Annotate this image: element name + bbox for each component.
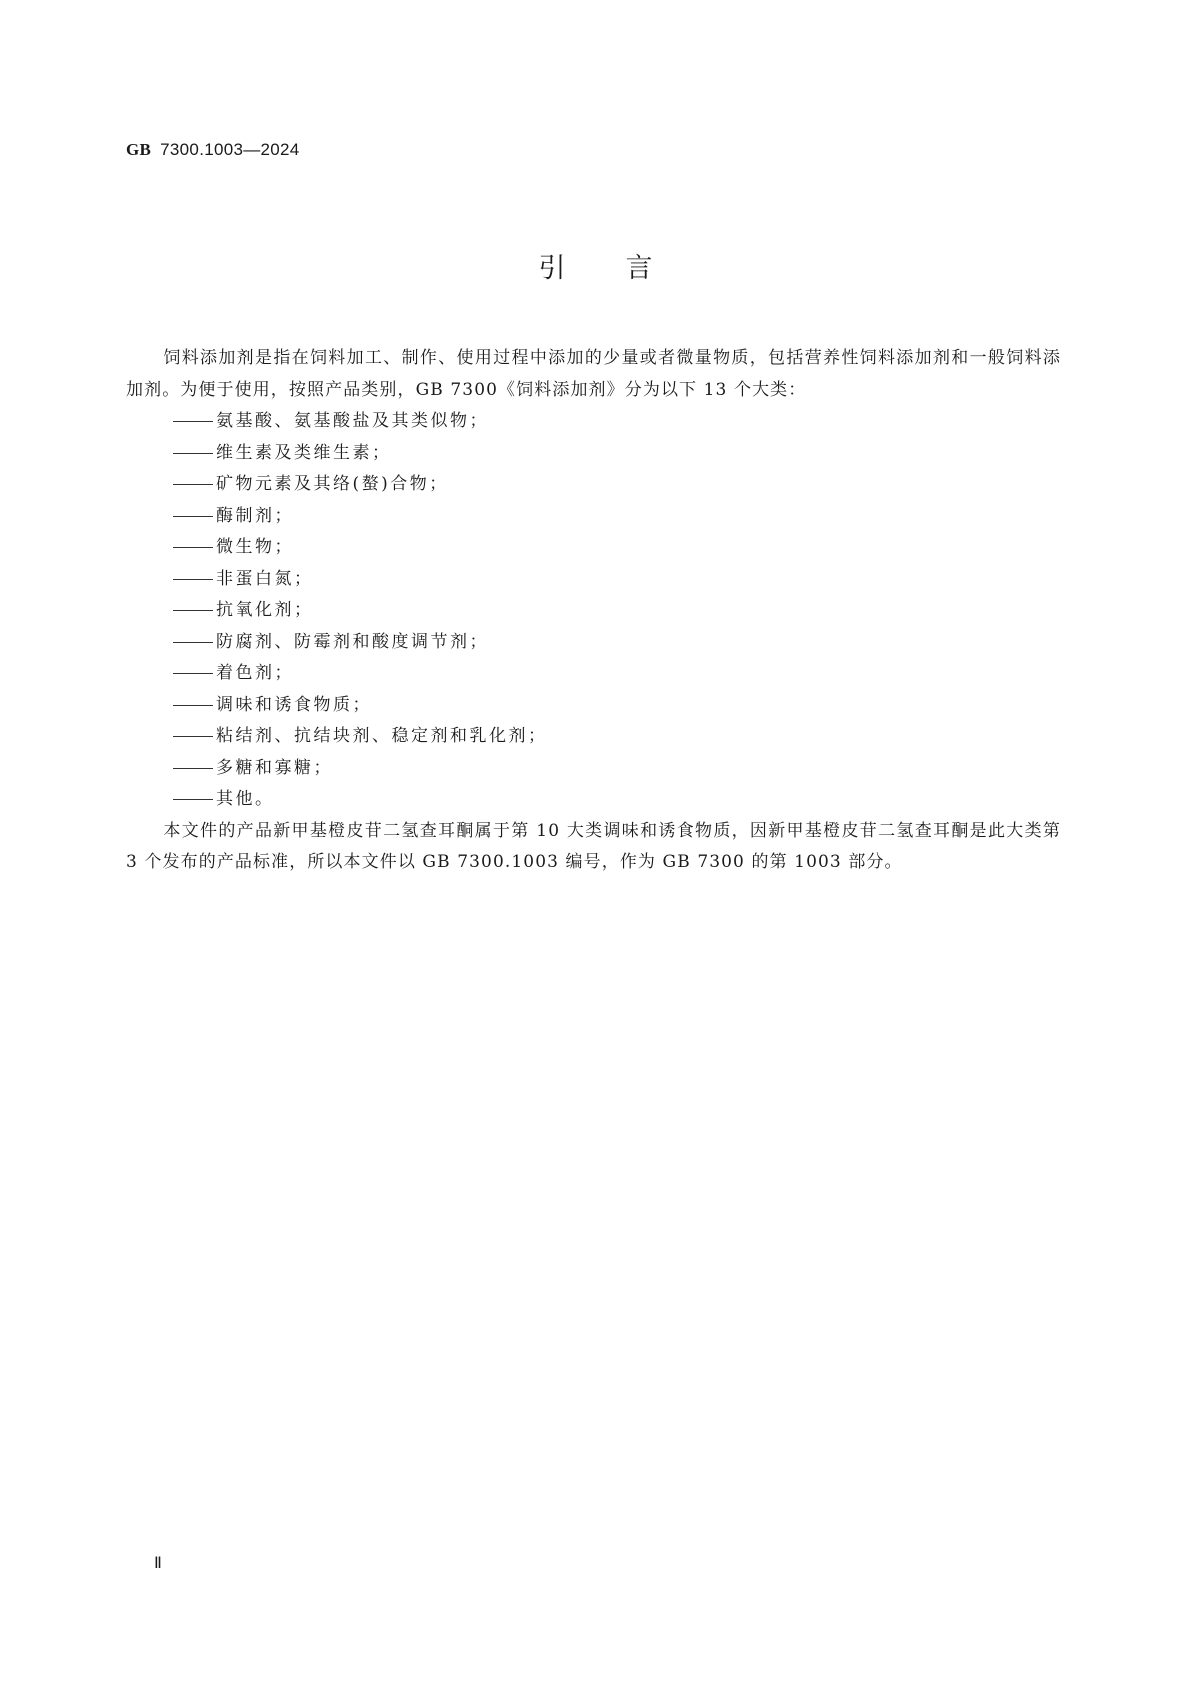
list-item: 调味和诱食物质； (126, 690, 1061, 722)
list-item: 粘结剂、抗结块剂、稳定剂和乳化剂； (126, 721, 1061, 753)
standard-number: 7300.1003—2024 (160, 140, 300, 159)
dash-bullet (173, 642, 213, 643)
list-item: 其他。 (126, 784, 1061, 816)
dash-bullet (173, 484, 213, 485)
page-title: 引言 (538, 253, 713, 284)
dash-bullet (173, 547, 213, 548)
list-item: 氨基酸、氨基酸盐及其类似物； (126, 406, 1061, 438)
list-item: 矿物元素及其络(螯)合物； (126, 469, 1061, 501)
dash-bullet (173, 516, 213, 517)
dash-bullet (173, 799, 213, 800)
list-item: 非蛋白氮； (126, 564, 1061, 596)
list-item: 防腐剂、防霉剂和酸度调节剂； (126, 627, 1061, 659)
document-body (126, 343, 1061, 879)
list-item: 多糖和寡糖； (126, 753, 1061, 785)
document-header (126, 140, 300, 160)
list-item: 维生素及类维生素； (126, 438, 1061, 470)
list-item: 抗氧化剂； (126, 595, 1061, 627)
dash-bullet (173, 421, 213, 422)
standard-prefix: GB (126, 140, 152, 159)
dash-bullet (173, 705, 213, 706)
list-item: 着色剂； (126, 658, 1061, 690)
page-number: Ⅱ (154, 1555, 162, 1572)
dash-bullet (173, 453, 213, 454)
category-list (126, 406, 1061, 816)
list-item: 微生物； (126, 532, 1061, 564)
dash-bullet (173, 579, 213, 580)
closing-paragraph: 本文件的产品新甲基橙皮苷二氢查耳酮属于第 10 大类调味和诱食物质，因新甲基橙皮苷二氢查耳酮是此大类第 3 个发布的产品标准，所以本文件以 GB 7300.1003 编号，作为 GB 7300 的第 1003 部分。 (126, 820, 1061, 872)
intro-paragraph: 饲料添加剂是指在饲料加工、制作、使用过程中添加的少量或者微量物质，包括营养性饲料添加剂和一般饲料添加剂。为便于使用，按照产品类别，GB 7300《饲料添加剂》分为以下 13 个大类： (126, 348, 1061, 400)
dash-bullet (173, 610, 213, 611)
list-item: 酶制剂； (126, 501, 1061, 533)
dash-bullet (173, 768, 213, 769)
dash-bullet (173, 673, 213, 674)
dash-bullet (173, 736, 213, 737)
